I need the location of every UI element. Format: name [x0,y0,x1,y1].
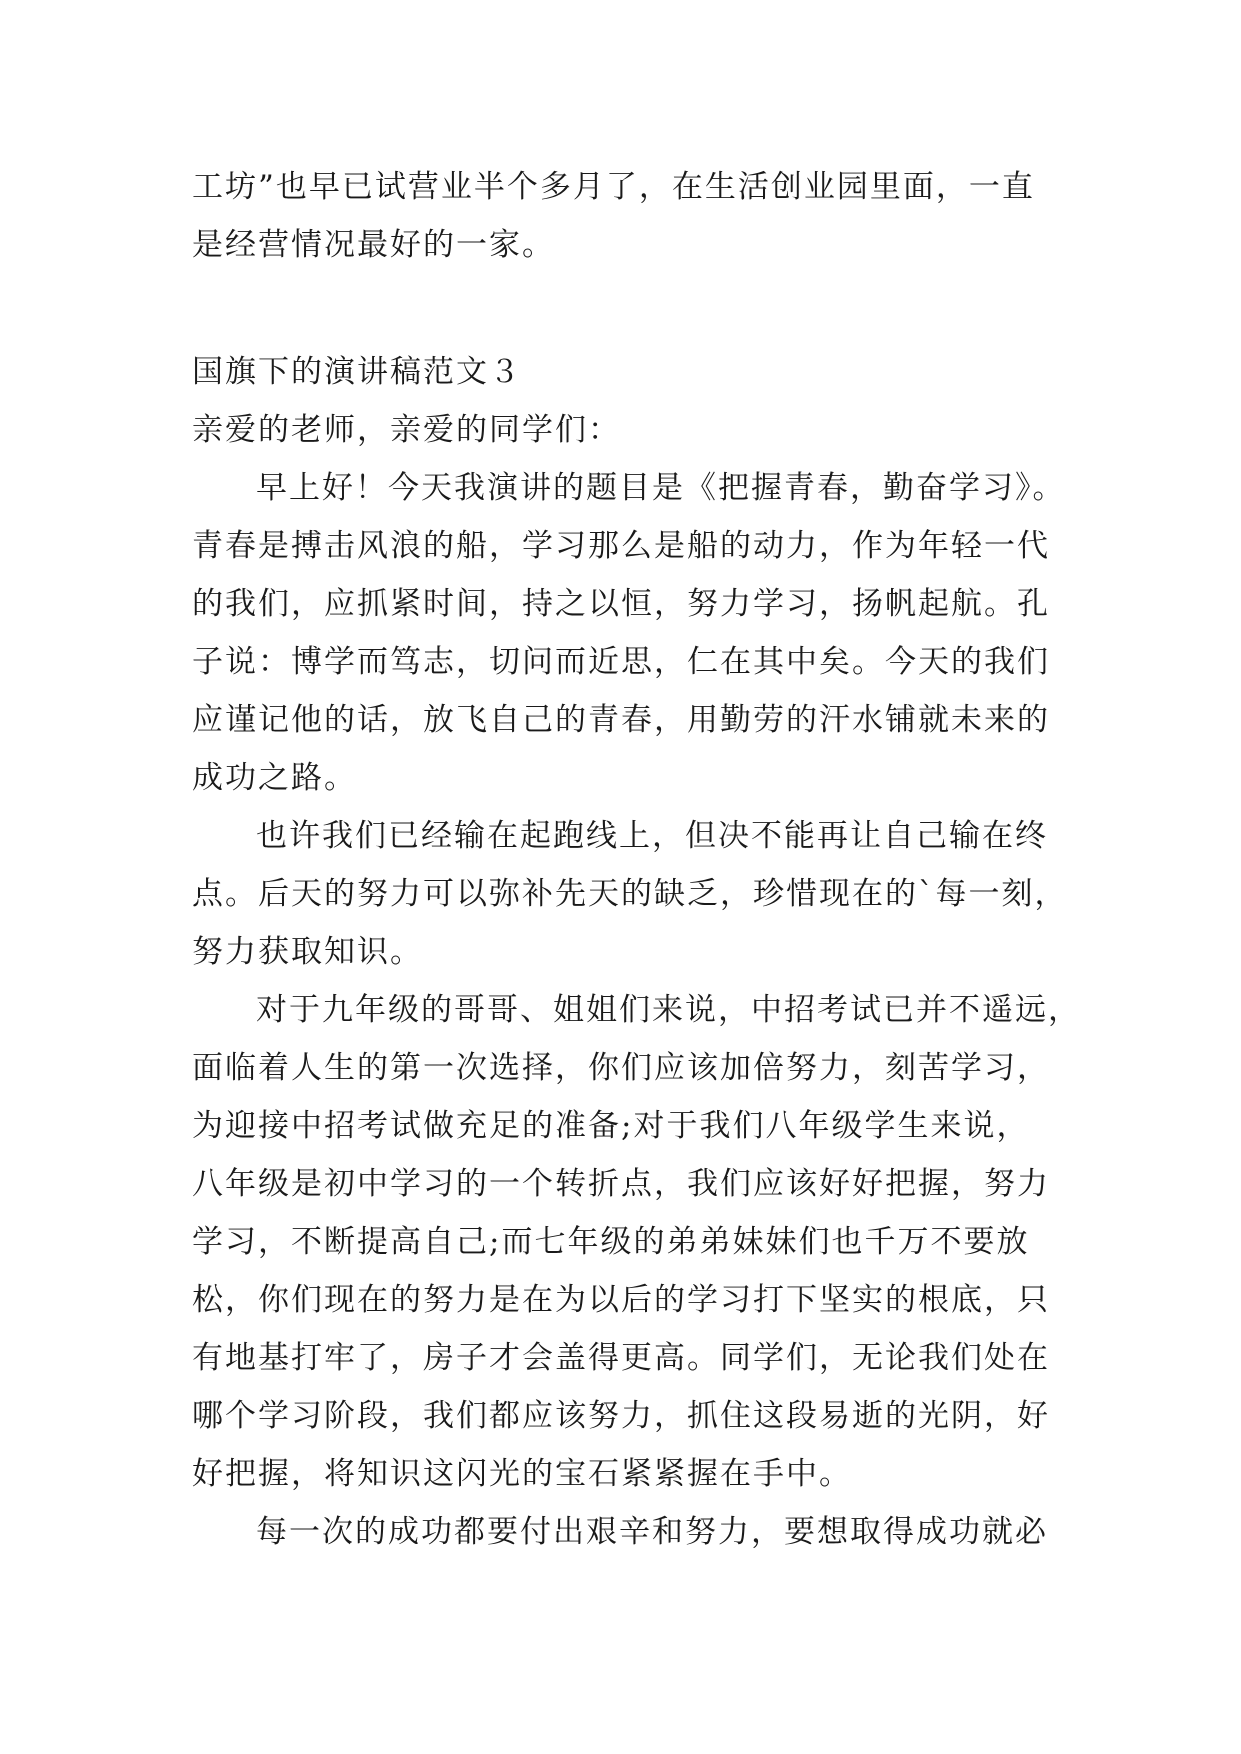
text-line: 工坊”也早已试营业半个多月了，在生活创业园里面，一直 [192,169,1035,205]
text-line: 子说：博学而笃志，切问而近思，仁在其中矣。今天的我们 [192,644,1050,680]
text-line: 的我们，应抓紧时间，持之以恒，努力学习，扬帆起航。孔 [192,586,1050,622]
section-header [192,343,1072,459]
text-line: 好把握，将知识这闪光的宝石紧紧握在手中。 [192,1456,852,1492]
text-line: 有地基打牢了，房子才会盖得更高。同学们，无论我们处在 [192,1340,1050,1376]
intro-paragraph [192,158,1072,274]
salutation: 亲爱的老师，亲爱的同学们： [192,412,621,448]
text-line: 应谨记他的话，放飞自己的青春，用勤劳的汗水铺就未来的 [192,702,1050,738]
text-line: 对于九年级的哥哥、姐姐们来说，中招考试已并不遥远， [256,992,1081,1028]
text-line: 也许我们已经输在起跑线上，但决不能再让自己输在终 [256,818,1048,854]
text-line: 学习，不断提高自己;而七年级的弟弟妹妹们也千万不要放 [192,1224,1030,1260]
text-line: 面临着人生的第一次选择，你们应该加倍努力，刻苦学习， [192,1050,1050,1086]
text-line: 每一次的成功都要付出艰辛和努力，要想取得成功就必 [256,1514,1048,1550]
text-line: 早上好！今天我演讲的题目是《把握青春，勤奋学习》。 [256,470,1066,506]
text-line: 努力获取知识。 [192,934,423,970]
text-line: 青春是搏击风浪的船，学习那么是船的动力，作为年轻一代 [192,528,1050,564]
text-line: 松，你们现在的努力是在为以后的学习打下坚实的根底，只 [192,1282,1050,1318]
text-line: 哪个学习阶段，我们都应该努力，抓住这段易逝的光阴，好 [192,1398,1050,1434]
text-line: 是经营情况最好的一家。 [192,227,555,263]
text-line: 点。后天的努力可以弥补先天的缺乏，珍惜现在的`每一刻， [192,876,1068,912]
text-line: 成功之路。 [192,760,357,796]
speech-body [192,459,1081,1561]
text-line: 为迎接中招考试做充足的准备;对于我们八年级学生来说， [192,1108,1030,1144]
text-line: 八年级是初中学习的一个转折点，我们应该好好把握，努力 [192,1166,1050,1202]
section-title: 国旗下的演讲稿范文３ [192,354,522,390]
